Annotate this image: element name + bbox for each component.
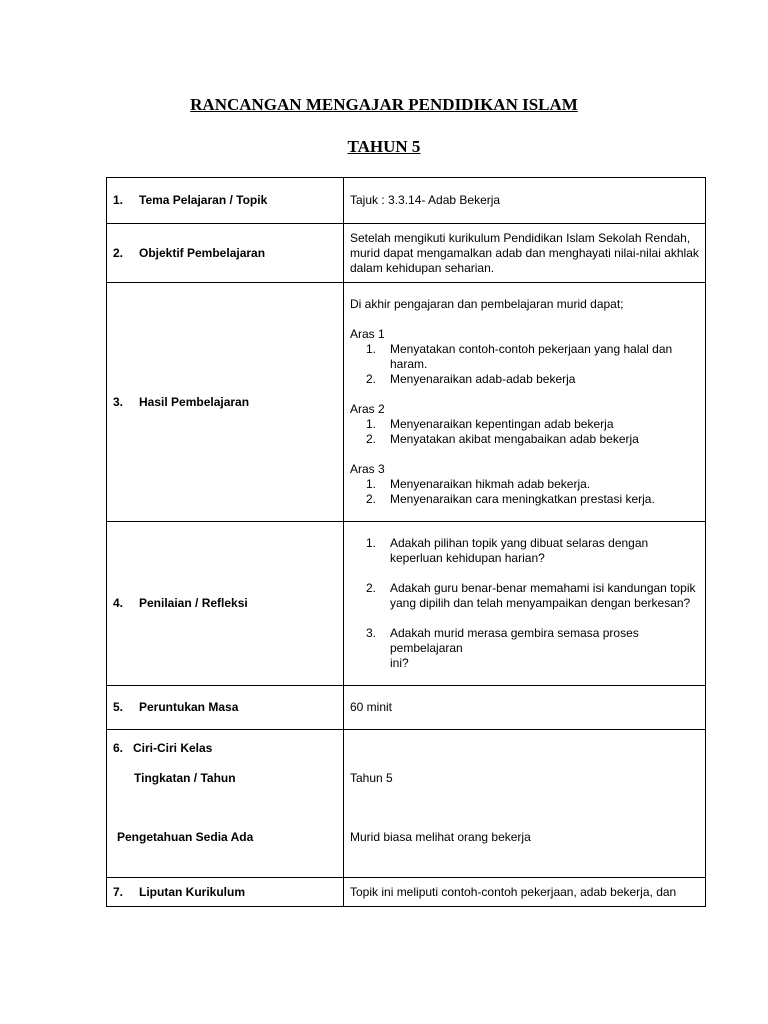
row-label: Objektif Pembelajaran	[139, 245, 266, 260]
list-item: 2. Adakah guru benar-benar memahami isi kandungan topik yang dipilih dan telah menyampaikan dengan berkesan?	[366, 581, 696, 610]
lesson-plan-table	[106, 177, 706, 907]
row-label-cell	[107, 878, 344, 907]
row-value-cell	[344, 730, 706, 878]
table-row	[107, 522, 706, 686]
row-value-cell	[344, 178, 706, 224]
list-item: 2. Menyatakan akibat mengabaikan adab bekerja	[366, 432, 639, 446]
row-label-cell	[107, 178, 344, 224]
row-value-cell	[344, 522, 706, 686]
row-label: Penilaian / Refleksi	[139, 596, 248, 610]
aras-list	[344, 477, 705, 507]
table-row	[107, 283, 706, 522]
document-subtitle: TAHUN 5	[347, 137, 421, 156]
aras-title: Aras 2	[350, 402, 385, 416]
list-item: 1. Menyatakan contoh-contoh pekerjaan yang halal dan haram.	[366, 342, 673, 371]
row-label: Hasil Pembelajaran	[139, 394, 250, 409]
row-label: Liputan Kurikulum	[139, 884, 245, 899]
table-row	[107, 224, 706, 283]
table-row	[107, 730, 706, 878]
table-row	[107, 178, 706, 224]
class-level-label: Tingkatan / Tahun	[134, 771, 236, 785]
aras-title: Aras 3	[350, 462, 385, 476]
aras-list	[344, 342, 705, 387]
class-level-value: Tahun 5	[350, 771, 393, 785]
row-label: Ciri-Ciri Kelas	[133, 741, 213, 755]
row-label: Peruntukan Masa	[139, 700, 239, 714]
row-label-cell	[107, 283, 344, 522]
row-label-cell	[107, 730, 344, 878]
list-item: 1. Menyenaraikan kepentingan adab bekerja	[366, 417, 614, 431]
document-title: RANCANGAN MENGAJAR PENDIDIKAN ISLAM	[190, 95, 578, 114]
row-label-cell	[107, 224, 344, 283]
list-item: 1. Adakah pilihan topik yang dibuat selaras dengan keperluan kehidupan harian?	[366, 536, 649, 565]
aras-title: Aras 1	[350, 327, 385, 341]
list-item: 3. Adakah murid merasa gembira semasa proses pembelajaran ini?	[366, 626, 639, 670]
row-label-cell	[107, 686, 344, 730]
prior-knowledge-label: Pengetahuan Sedia Ada	[117, 830, 254, 844]
outcomes-intro: Di akhir pengajaran dan pembelajaran murid dapat;	[350, 297, 624, 311]
table-row	[107, 686, 706, 730]
time-allocation-value: 60 minit	[350, 700, 393, 714]
row-number: 5.	[113, 700, 124, 714]
objective-value: Setelah mengikuti kurikulum Pendidikan Islam Sekolah Rendah, murid dapat mengamalkan adab dan menghayati nilai-nilai akhlak dalam kehidupan seharian.	[350, 230, 699, 275]
list-item: 1. Menyenaraikan hikmah adab bekerja.	[366, 477, 591, 491]
topic-value: Tajuk : 3.3.14- Adab Bekerja	[350, 193, 501, 207]
table-row	[107, 878, 706, 907]
list-item: 2. Menyenaraikan adab-adab bekerja	[366, 372, 576, 386]
row-value-cell	[344, 283, 706, 522]
row-number: 1.	[113, 193, 124, 207]
row-value-cell	[344, 878, 706, 907]
row-value-cell	[344, 686, 706, 730]
curriculum-coverage-value: Topik ini meliputi contoh-contoh pekerjaan, adab bekerja, dan	[350, 884, 677, 899]
row-number: 4.	[113, 596, 124, 610]
row-value-cell	[344, 224, 706, 283]
list-item: 2. Menyenaraikan cara meningkatkan prestasi kerja.	[366, 492, 655, 506]
row-number: 2.	[113, 245, 124, 260]
row-number: 7.	[113, 884, 124, 899]
aras-list	[344, 417, 705, 447]
row-label: Tema Pelajaran / Topik	[139, 193, 268, 207]
row-number: 6.	[113, 741, 124, 755]
row-number: 3.	[113, 394, 124, 409]
row-label-cell	[107, 522, 344, 686]
prior-knowledge-value: Murid biasa melihat orang bekerja	[350, 830, 531, 844]
